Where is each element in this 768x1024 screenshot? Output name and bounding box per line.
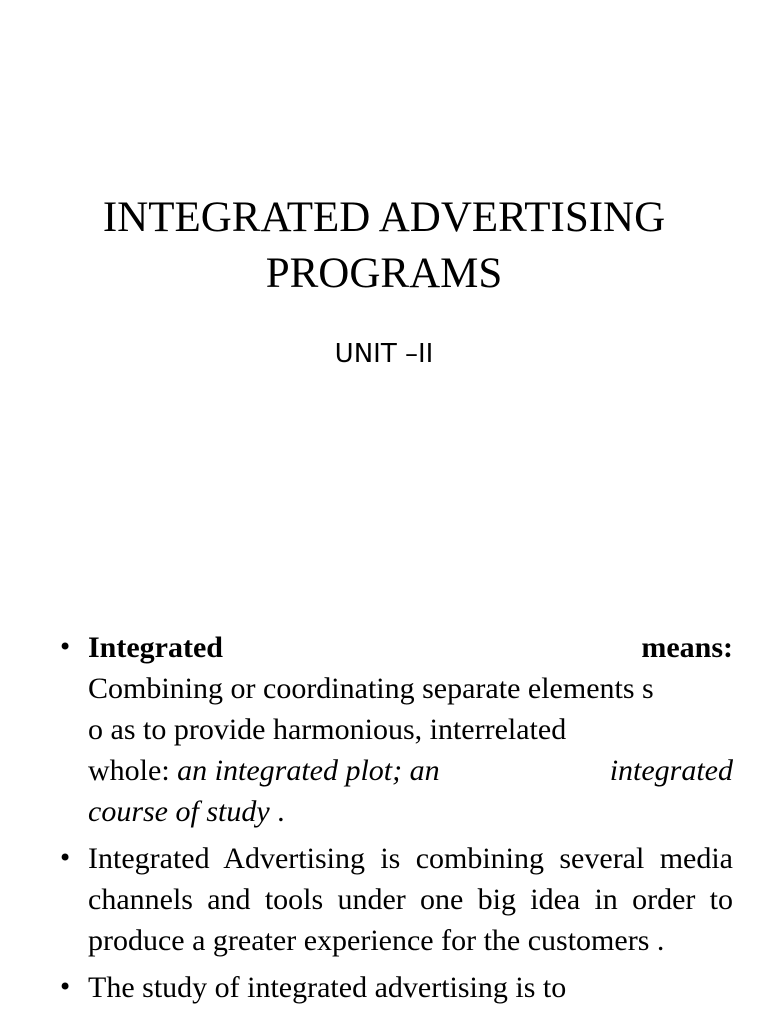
definition-term: • Integrated xyxy=(88,631,223,664)
slide-subtitle: UNIT –II xyxy=(334,339,434,369)
definition-means: means: xyxy=(641,631,733,664)
definition-line-3 xyxy=(88,750,733,791)
definition-line-2: o as to provide harmonious, interrelated xyxy=(88,713,567,746)
definition-heading xyxy=(88,627,733,668)
bullet-item-integrated-advertising: • Integrated Advertising is combining several media channels and tools under one big idea in order to produce a greater experience for the customers . xyxy=(88,838,733,961)
bullet-item-definition xyxy=(88,627,733,832)
title-line-1: INTEGRATED ADVERTISING xyxy=(102,194,666,241)
bullet-list xyxy=(0,627,768,1014)
definition-line-1: Combining or coordinating separate elements s xyxy=(88,672,654,705)
definition-line-4 xyxy=(88,791,733,832)
title-line-2: PROGRAMS xyxy=(265,250,503,297)
definition-whole-label: whole: xyxy=(88,754,178,787)
definition-example-c: course of study xyxy=(88,795,270,828)
definition-example-b: integrated xyxy=(609,754,733,787)
definition-period: . xyxy=(269,795,285,828)
bullet-item-study: • The study of integrated advertising is to xyxy=(88,967,733,1008)
definition-example-a: an integrated plot; an xyxy=(177,754,440,787)
slide-title xyxy=(0,190,768,302)
